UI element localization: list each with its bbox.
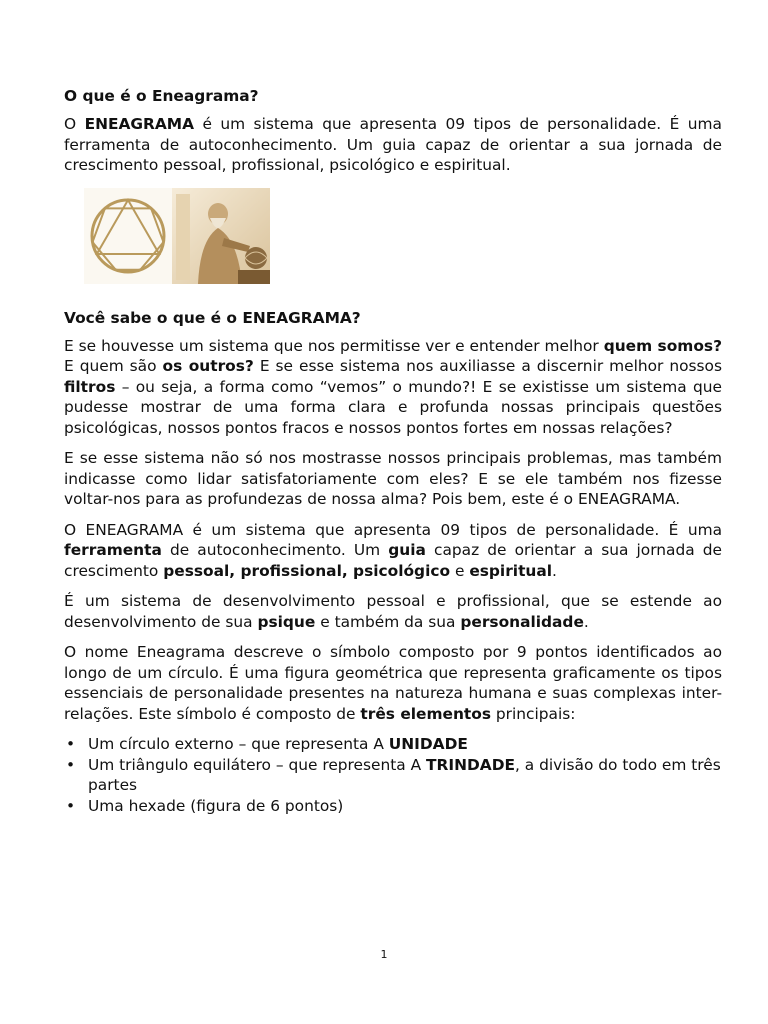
bold-text: ferramenta [64,541,162,559]
text-run: E quem são [64,357,163,375]
text-run: é um sistema que apresenta 09 tipos de personalidade. É uma ferramenta de autoconhecimento. Um guia capaz de orientar a sua jornada de crescimento pessoal, profissional, psicológico e espiritual. [64,115,722,174]
text-run: . [552,561,557,580]
bold-text: TRINDADE [426,755,515,774]
text-run: , a divisão do todo em três partes [88,755,721,794]
text-run: e também da sua [315,612,461,631]
sage-column [176,194,190,280]
bold-text: os outros? [162,357,254,375]
text-run: E se esse sistema não só nos mostrasse nossos principais problemas, mas também indicasse como lidar satisfatoriamente com eles? E se ele também nos fizesse voltar-nos para as profundezas de nossa alma? Pois bem, este é o ENEAGRAMA. [64,449,722,508]
bold-text: UNIDADE [388,735,468,753]
bold-text: quem somos? [603,336,722,355]
text-run: Uma hexade (figura de 6 pontos) [88,796,344,815]
elements-list [64,734,722,816]
text-run: O ENEAGRAMA é um sistema que apresenta 09 tipos de personalidade. É uma [64,520,722,539]
text-run: – ou seja, a forma como “vemos” o mundo?! E se existisse um sistema que pudesse mostrar de uma forma clara e profunda nossas principais questões psicológicas, nossos pontos fracos e nossos pontos fortes em nossas relações? [64,377,722,437]
globe [245,247,267,269]
text-run: É um sistema de desenvolvimento pessoal e profissional, que se estende ao desenvolvimento de sua [64,592,722,631]
bold-text: guia [388,541,426,559]
body-paragraph [64,520,722,582]
bold-text: psique [257,612,316,631]
page-content [64,86,722,816]
text-run: . [583,612,589,631]
sage-illustration-icon [172,188,270,284]
body-paragraph [64,591,722,632]
body-paragraph [64,448,722,510]
bold-text: personalidade [460,612,584,631]
text-run: e [450,561,470,580]
body-paragraph [64,642,722,724]
bold-text: espiritual [469,561,553,580]
intro-paragraph [64,114,722,176]
table [238,270,270,284]
illustration-row [84,188,722,284]
bold-text: ENEAGRAMA [84,115,195,133]
list-item [88,755,722,796]
section-heading-do-you-know: Você sabe o que é o ENEAGRAMA? [64,308,361,327]
text-run: O [64,115,85,133]
text-run: principais: [491,704,576,723]
bold-text: pessoal, profissional, psicológico [163,561,451,580]
list-item [88,734,722,755]
body-paragraph [64,336,722,439]
page-number: 1 [380,948,388,961]
bold-text: filtros [64,377,116,396]
enneagram-symbol-icon [84,188,172,284]
section-heading-what-is: O que é o Eneagrama? [64,87,259,105]
bold-text: três elementos [360,704,492,723]
text-run: Um círculo externo – que representa A [88,735,389,753]
text-run: E se esse sistema nos auxiliasse a discernir melhor nossos [253,357,722,375]
text-run: capaz de orientar a sua jornada de crescimento [64,541,723,580]
text-run: de autoconhecimento. Um [161,541,389,559]
list-item [88,796,722,817]
text-run: Um triângulo equilátero – que representa A [88,755,427,774]
text-run: O nome Eneagrama descreve o símbolo composto por 9 pontos identificados ao longo de um círculo. É uma figura geométrica que representa graficamente os tipos essenciais de personalidade presentes na natureza humana e suas complexas inter-relações. Este símbolo é composto de [64,643,722,723]
text-run: E se houvesse um sistema que nos permitisse ver e entender melhor [64,336,604,355]
